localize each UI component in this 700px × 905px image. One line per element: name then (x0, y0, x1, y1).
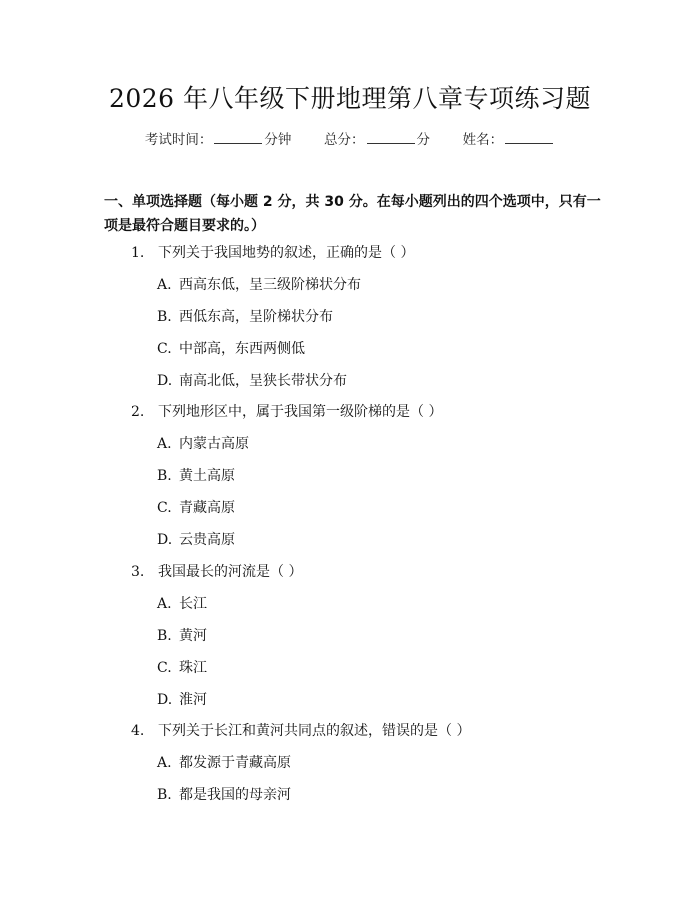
question-number: 2. (131, 404, 145, 420)
question-number: 3. (131, 564, 145, 580)
option-letter: D. (157, 532, 173, 548)
score-unit: 分 (416, 132, 430, 148)
question-1 (131, 244, 414, 262)
option-3a (157, 595, 207, 613)
option-letter: C. (157, 341, 172, 357)
option-2d (157, 531, 235, 549)
score-label: 总分： (324, 132, 365, 148)
option-letter: A. (157, 596, 172, 612)
option-text: 西低东高，呈阶梯状分布 (179, 309, 333, 325)
option-text: 珠江 (179, 660, 207, 676)
option-text: 云贵高原 (179, 532, 235, 548)
option-4a (157, 754, 291, 772)
option-letter: A. (157, 755, 172, 771)
option-letter: B. (157, 628, 172, 644)
page-title: 2026 年八年级下册地理第八章专项练习题 (108, 84, 592, 113)
option-2c (157, 499, 235, 517)
question-text: 我国最长的河流是（ ） (158, 564, 303, 580)
question-number: 4. (131, 723, 145, 739)
question-4 (131, 722, 470, 740)
option-letter: B. (157, 787, 172, 803)
question-text: 下列关于长江和黄河共同点的叙述，错误的是（ ） (158, 723, 471, 739)
option-text: 内蒙古高原 (179, 436, 249, 452)
option-1a (157, 276, 361, 294)
exam-info-line (0, 131, 700, 149)
name-label: 姓名： (462, 132, 504, 148)
question-2 (131, 403, 442, 421)
option-text: 黄土高原 (179, 468, 235, 484)
question-text: 下列关于我国地势的叙述，正确的是（ ） (158, 245, 415, 261)
option-text: 长江 (179, 596, 207, 612)
option-letter: D. (157, 373, 173, 389)
option-2b (157, 467, 235, 485)
option-letter: D. (157, 692, 173, 708)
option-1b (157, 308, 333, 326)
question-3 (131, 563, 302, 581)
option-text: 都是我国的母亲河 (179, 787, 291, 803)
option-1c (157, 340, 305, 358)
option-letter: A. (157, 277, 172, 293)
option-text: 中部高，东西两侧低 (179, 341, 305, 357)
option-text: 都发源于青藏高原 (179, 755, 291, 771)
option-letter: A. (157, 436, 172, 452)
option-letter: B. (157, 309, 172, 325)
option-1d (157, 372, 347, 390)
option-3b (157, 627, 207, 645)
time-label: 考试时间： (144, 132, 213, 148)
option-text: 青藏高原 (179, 500, 235, 516)
option-text: 黄河 (179, 628, 207, 644)
question-text: 下列地形区中，属于我国第一级阶梯的是（ ） (158, 404, 443, 420)
option-text: 西高东低，呈三级阶梯状分布 (179, 277, 361, 293)
option-3c (157, 659, 207, 677)
section-heading: 一、单项选择题（每小题 2 分，共 30 分。在每小题列出的四个选项中，只有一项是最符合题目要求的。） (104, 194, 601, 234)
option-4b (157, 786, 291, 804)
option-2a (157, 435, 249, 453)
option-3d (157, 691, 207, 709)
score-blank (367, 131, 415, 144)
option-text: 淮河 (179, 692, 207, 708)
time-blank (214, 131, 262, 144)
option-letter: C. (157, 500, 172, 516)
option-letter: B. (157, 468, 172, 484)
option-text: 南高北低，呈狭长带状分布 (179, 373, 347, 389)
name-blank (505, 131, 553, 144)
time-unit: 分钟 (264, 132, 292, 148)
question-number: 1. (131, 245, 145, 261)
option-letter: C. (157, 660, 172, 676)
